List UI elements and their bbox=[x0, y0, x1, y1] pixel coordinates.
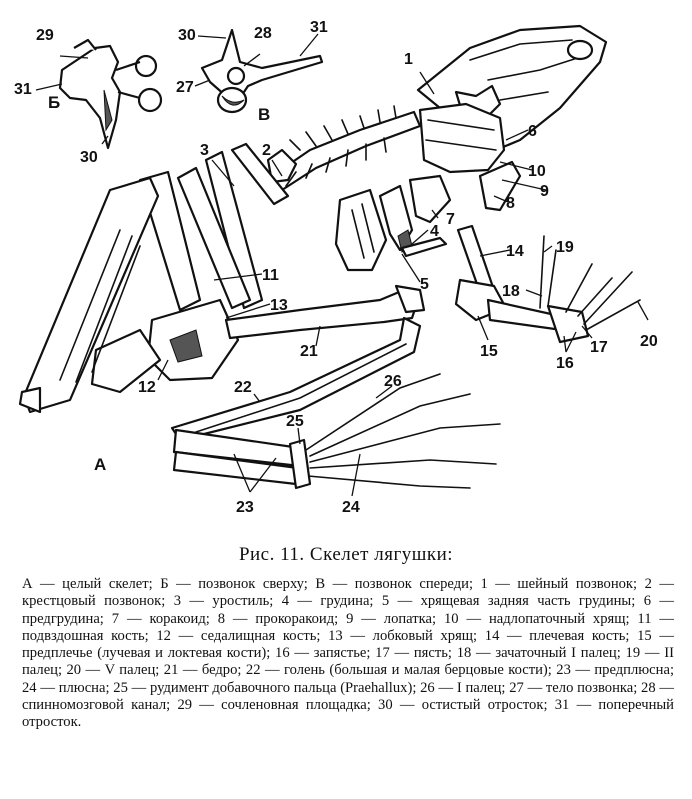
label-10: 10 bbox=[528, 163, 546, 180]
label-14: 14 bbox=[506, 243, 524, 260]
left-hind-limb bbox=[20, 178, 160, 412]
label-9: 9 bbox=[540, 183, 549, 200]
label-6: 6 bbox=[528, 123, 537, 140]
label-11: 11 bbox=[262, 267, 279, 284]
label-22: 22 bbox=[234, 379, 252, 396]
label-7: 7 bbox=[446, 211, 455, 228]
label-1: 1 bbox=[404, 51, 413, 68]
forelimb bbox=[456, 226, 640, 342]
vertebra-top-view bbox=[60, 40, 161, 148]
label-2: 2 bbox=[262, 142, 271, 159]
label-21: 21 bbox=[300, 343, 318, 360]
label-28: 28 bbox=[254, 25, 272, 42]
label-30-front: 30 bbox=[178, 27, 196, 44]
label-24: 24 bbox=[342, 499, 360, 516]
panel-label-A: А bbox=[94, 455, 107, 474]
vertebral-column bbox=[268, 106, 420, 190]
vertebra-front-view bbox=[202, 30, 322, 112]
pelvis bbox=[140, 144, 288, 380]
label-5: 5 bbox=[420, 276, 429, 293]
figure-legend: А — целый скелет; Б — позвонок сверху; В — позвонок спереди; 1 — шейный позвонок; 2 — крестцовый позвонок; 3 — уростиль; 4 — грудина; 5 — хрящевая задняя часть грудины; 6 — предгрудина; 7 — коракоид; 8 — прокоракоид; 9 — лопатка; 10 — надлопаточный хрящ; 11 — подвздошная кость; 12 — седалищная кость; 13 — лобковый хрящ; 14 — плечевая кость; 15 — предплечье (лучевая и локтевая кости); 16 — запястье; 17 — пясть; 18 — зачаточный I палец; 19 — II палец; 20 — V палец; 21 — бедро; 22 — голень (большая и малая берцовые кости); 23 — предплюсна; 24 — плюсна; 25 — рудимент добавочного пальца (Praehallux); 26 — I палец; 27 — тело позвонка; 28 — спинномозговой канал; 29 — сочленовная площадка; 30 — остистый отросток; 31 — поперечный отросток. bbox=[22, 576, 674, 731]
label-26: 26 bbox=[384, 373, 402, 390]
label-19: 19 bbox=[556, 239, 574, 256]
label-31-front: 31 bbox=[310, 19, 328, 36]
label-18: 18 bbox=[502, 283, 520, 300]
label-8: 8 bbox=[506, 195, 515, 212]
label-25: 25 bbox=[286, 413, 304, 430]
label-13: 13 bbox=[270, 297, 288, 314]
label-29: 29 bbox=[36, 27, 54, 44]
label-16: 16 bbox=[556, 355, 574, 372]
label-31-top: 31 bbox=[14, 81, 32, 98]
label-15: 15 bbox=[480, 343, 498, 360]
label-12: 12 bbox=[138, 379, 156, 396]
label-23: 23 bbox=[236, 499, 254, 516]
figure-caption-title: Рис. 11. Скелет лягушки: bbox=[238, 544, 454, 565]
label-27: 27 bbox=[176, 79, 194, 96]
label-20: 20 bbox=[640, 333, 658, 350]
label-3: 3 bbox=[200, 142, 209, 159]
label-4: 4 bbox=[430, 223, 439, 240]
label-17: 17 bbox=[590, 339, 608, 356]
panel-label-V: В bbox=[258, 105, 271, 124]
panel-label-B: Б bbox=[48, 93, 61, 112]
label-30-top: 30 bbox=[80, 149, 98, 166]
